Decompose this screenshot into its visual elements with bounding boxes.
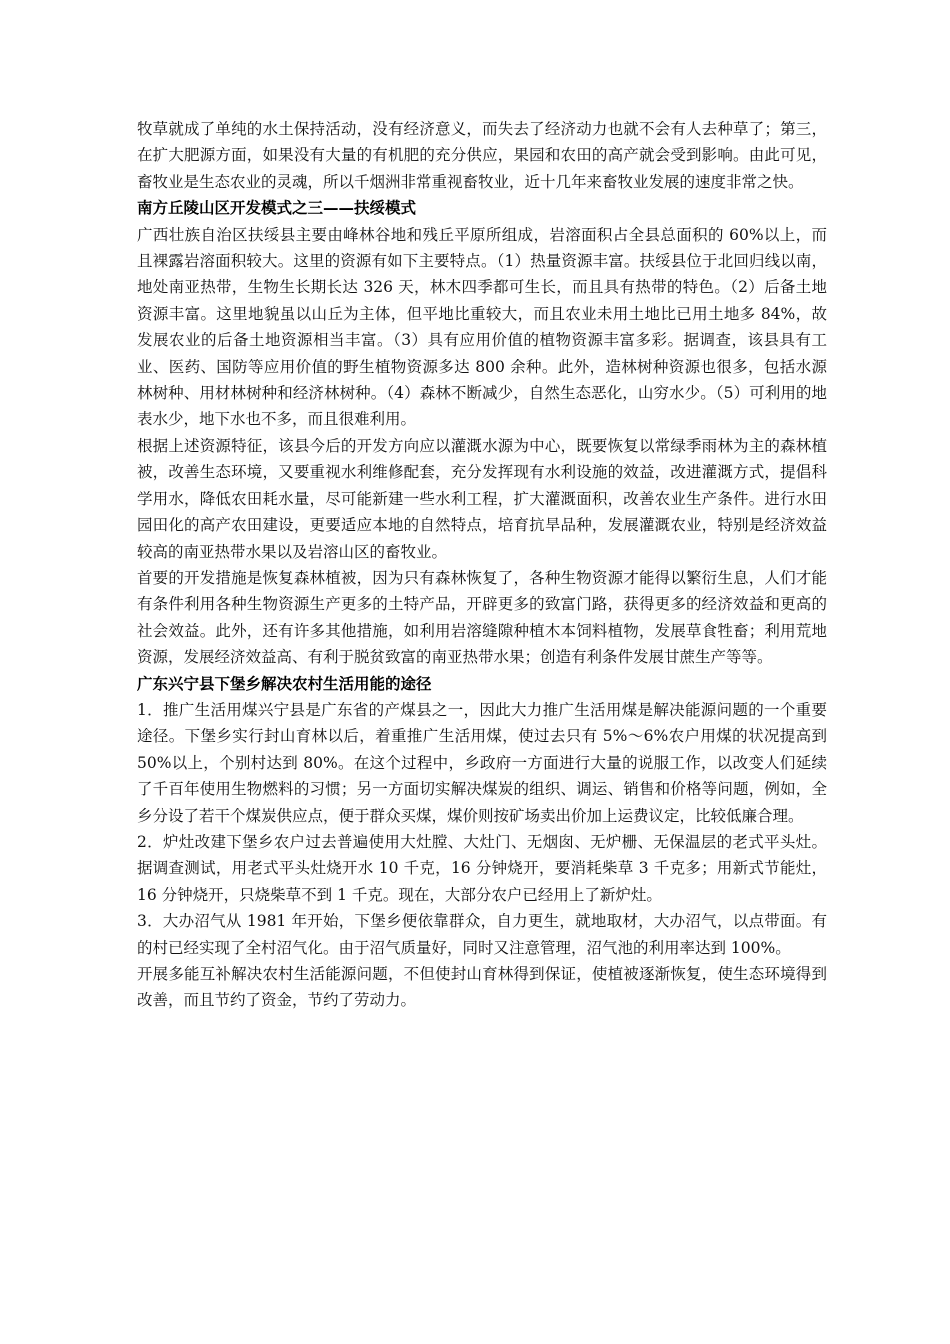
stove-rebuild-paragraph: 2．炉灶改建下堡乡农户过去普遍使用大灶膛、大灶门、无烟囱、无炉栅、无保温层的老式平头灶。据调查测试，用老式平头灶烧开水 10 千克，16 分钟烧开，要消耗柴草 3 千克多；用新式节能灶，16 分钟烧开，只烧柴草不到 1 千克。现在，大部分农户已经用上了新炉灶。 — [137, 832, 827, 904]
coal-promotion-paragraph: 1．推广生活用煤兴宁县是广东省的产煤县之一，因此大力推广生活用煤是解决能源问题的一个重要途径。下堡乡实行封山育林以后，着重推广生活用煤，使过去只有 5%～6%农户用煤的状况提高到 50%以上，个别村达到 80%。在这个过程中，乡政府一方面进行大量的说服工作，以改变人们延续了千百年使用生物燃料的习惯；另一方面切实解决煤炭的组织、调运、销售和价格等问题，例如，全乡分设了若干个煤炭供应点，便于群众买煤，煤价则按矿场卖出价加上运费议定，比较低廉合理。 — [137, 700, 827, 825]
intro-paragraph: 牧草就成了单纯的水土保持活动，没有经济意义，而失去了经济动力也就不会有人去种草了；第三，在扩大肥源方面，如果没有大量的有机肥的充分供应，果园和农田的高产就会受到影响。由此可见，畜牧业是生态农业的灵魂，所以千烟洲非常重视畜牧业，近十几年来畜牧业发展的速度非常之快。 — [137, 120, 827, 191]
biogas-paragraph: 3．大办沼气从 1981 年开始，下堡乡便依靠群众，自力更生，就地取材，大办沼气，以点带面。有的村已经实现了全村沼气化。由于沼气质量好，同时又注意管理，沼气池的利用率达到 100%。 — [137, 912, 827, 957]
fusui-resources-paragraph: 广西壮族自治区扶绥县主要由峰林谷地和残丘平原所组成，岩溶面积占全县总面积的 60%以上，而且裸露岩溶面积较大。这里的资源有如下主要特点。（1）热量资源丰富。扶绥县位于北回归线以南，地处南亚热带，生物生长期长达 326 天，林木四季都可生长，而且具有热带的特色。（2）后备土地资源丰富。这里地貌虽以山丘为主体，但平地比重较大，而且农业未用土地比已用土地多 84%，故发展农业的后备土地资源相当丰富。（3）具有应用价值的植物资源丰富多彩。据调查，该县具有工业、医药、国防等应用价值的野生植物资源多达 800 余种。此外，造林树种资源也很多，包括水源林树种、用材林树种和经济林树种。（4）森林不断减少，自然生态恶化，山穷水少。（5）可利用的地表水少，地下水也不多，而且很难利用。 — [137, 225, 827, 429]
section-heading-xiabao-energy: 广东兴宁县下堡乡解决农村生活用能的途径 — [137, 674, 432, 693]
fusui-primary-measures-paragraph: 首要的开发措施是恢复森林植被，因为只有森林恢复了，各种生物资源才能得以繁衍生息，人们才能有条件利用各种生物资源生产更多的土特产品，开辟更多的致富门路，获得更多的经济效益和更高的社会效益。此外，还有许多其他措施，如利用岩溶缝隙种植木本饲料植物，发展草食牲畜；利用荒地资源，发展经济效益高、有利于脱贫致富的南亚热带水果；创造有利条件发展甘蔗生产等等。 — [137, 568, 827, 667]
section-heading-fusui-model: 南方丘陵山区开发模式之三——扶绥模式 — [137, 199, 417, 218]
fusui-development-direction-paragraph: 根据上述资源特征，该县今后的开发方向应以灌溉水源为中心，既要恢复以常绿季雨林为主的森林植被，改善生态环境，又要重视水利维修配套，充分发挥现有水利设施的效益，改进灌溉方式，提倡科学用水，降低农田耗水量，尽可能新建一些水利工程，扩大灌溉面积，改善农业生产条件。进行水田园田化的高产农田建设，更要适应本地的自然特点，培育抗旱品种，发展灌溉农业，特别是经济效益较高的南亚热带水果以及岩溶山区的畜牧业。 — [137, 436, 827, 561]
document-page — [137, 116, 827, 1014]
energy-conclusion-paragraph: 开展多能互补解决农村生活能源问题，不但使封山育林得到保证，使植被逐渐恢复，使生态环境得到改善，而且节约了资金，节约了劳动力。 — [137, 965, 827, 1010]
